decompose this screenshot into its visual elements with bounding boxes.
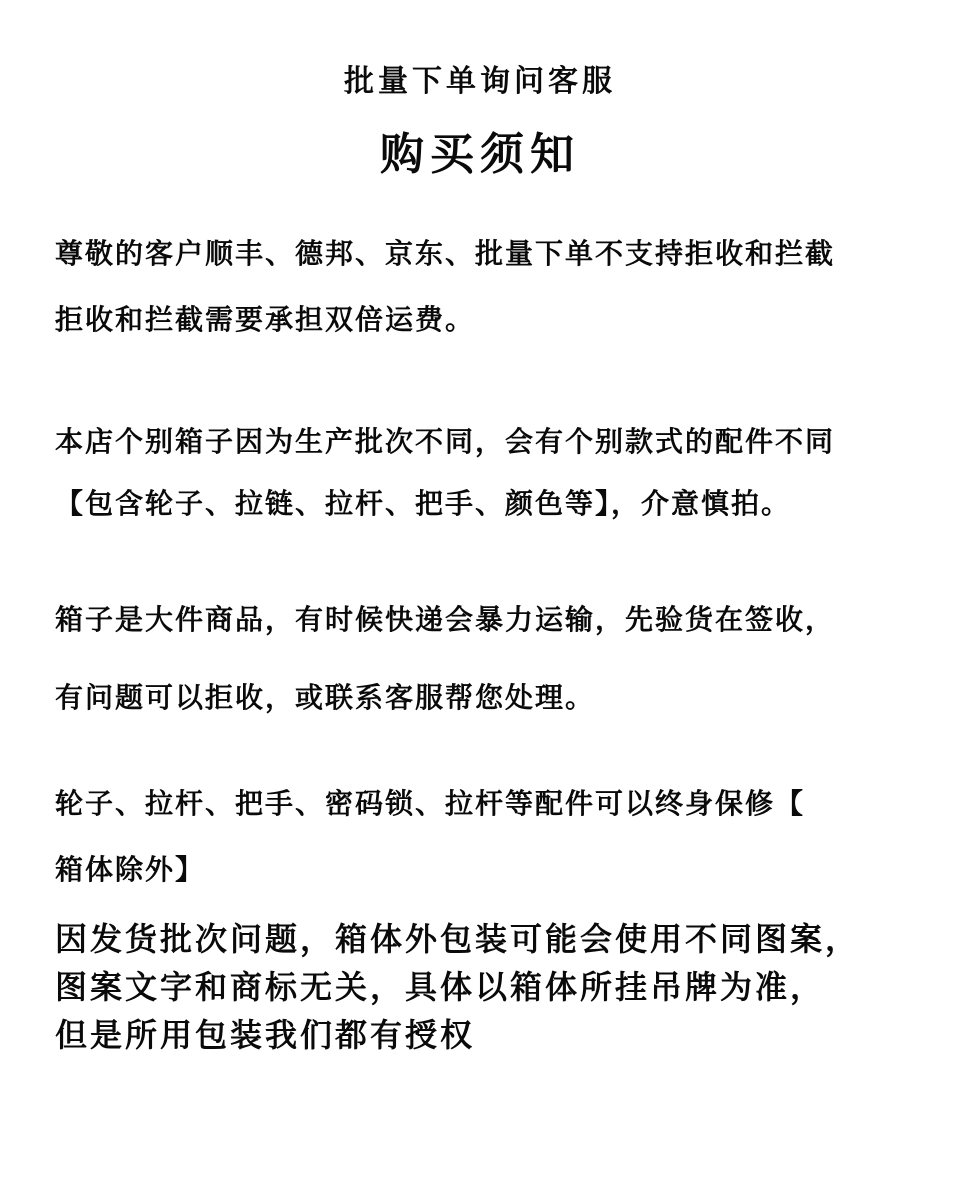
paragraph-line: 箱子是大件商品，有时候快递会暴力运输，先验货在签收， xyxy=(55,603,836,636)
paragraph-line: 箱体除外】 xyxy=(55,853,206,886)
paragraph-line: 本店个别箱子因为生产批次不同，会有个别款式的配件不同 xyxy=(55,425,836,458)
paragraph-line: 但是所用包装我们都有授权 xyxy=(55,1016,476,1054)
paragraph-line: 轮子、拉杆、把手、密码锁、拉杆等配件可以终身保修【 xyxy=(55,787,806,820)
paragraph-line: 拒收和拦截需要承担双倍运费。 xyxy=(55,303,476,336)
paragraph-line: 尊敬的客户顺丰、德邦、京东、批量下单不支持拒收和拦截 xyxy=(55,237,836,270)
subtitle: 批量下单询问客服 xyxy=(344,64,616,99)
paragraph-line: 因发货批次问题，箱体外包装可能会使用不同图案， xyxy=(55,920,861,958)
paragraph-line: 【包含轮子、拉链、拉杆、把手、颜色等】，介意慎拍。 xyxy=(55,487,792,520)
paragraph-line: 图案文字和商标无关，具体以箱体所挂吊牌为准， xyxy=(55,968,826,1006)
paragraph-line: 有问题可以拒收，或联系客服帮您处理。 xyxy=(55,681,596,714)
page-title: 购买须知 xyxy=(380,129,580,180)
